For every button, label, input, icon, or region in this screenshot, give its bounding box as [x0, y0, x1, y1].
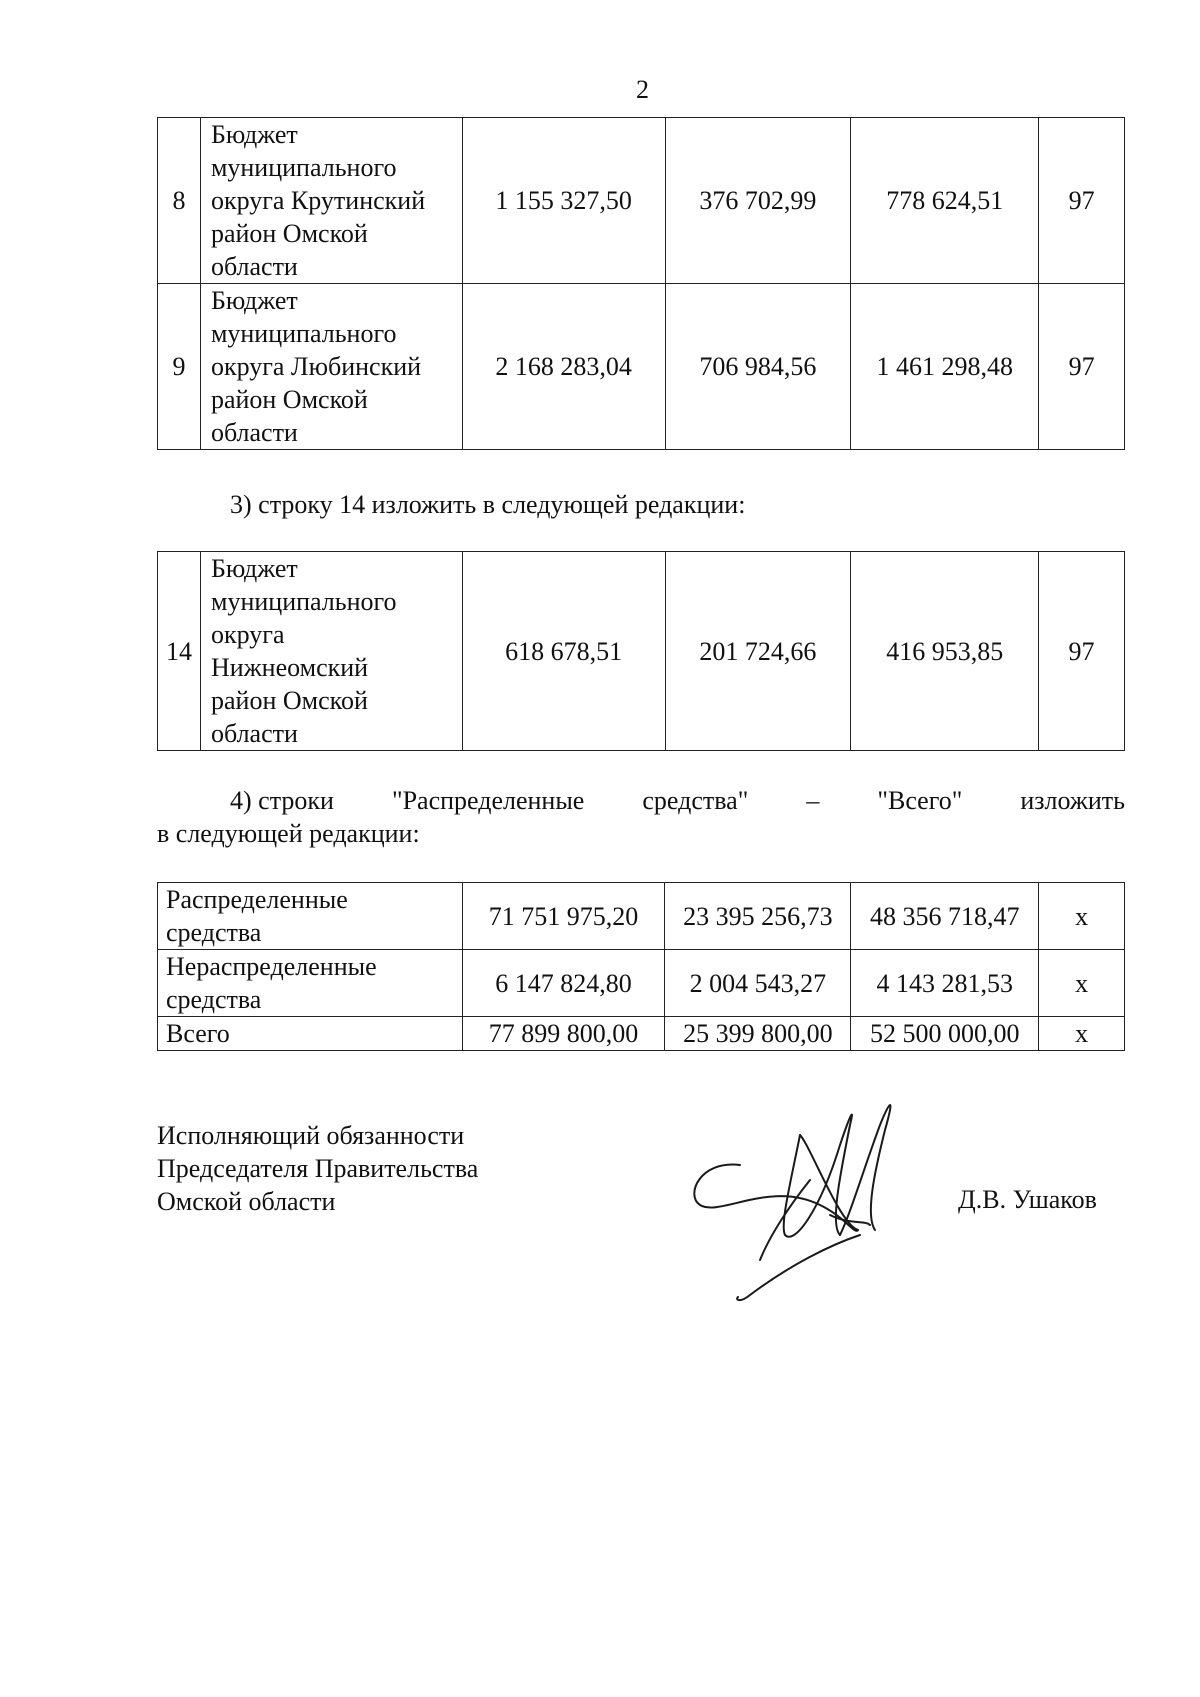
signer-title — [157, 1119, 478, 1218]
amount-col3: 416 953,85 — [851, 552, 1039, 751]
totals-label-line: средства — [166, 985, 262, 1014]
budget-name — [201, 552, 463, 751]
totals-table — [157, 882, 1125, 1051]
budget-name-line: район Омской — [211, 686, 368, 715]
handwritten-signature — [680, 1085, 960, 1315]
percent-col: х — [1039, 1017, 1125, 1051]
amount-col2: 23 395 256,73 — [665, 883, 851, 950]
budget-name-line: области — [211, 719, 298, 748]
amount-col2: 706 984,56 — [665, 284, 851, 450]
paragraph-word: "Распределенные — [391, 786, 585, 815]
amount-col2: 25 399 800,00 — [665, 1017, 851, 1051]
amount-col2: 376 702,99 — [665, 118, 851, 284]
budget-name-line: области — [210, 418, 298, 447]
total-amount: 71 751 975,20 — [462, 883, 665, 950]
budget-name — [200, 284, 462, 450]
total-amount: 6 147 824,80 — [462, 950, 665, 1017]
table-row — [158, 883, 1125, 950]
amount-col3: 1 461 298,48 — [851, 284, 1039, 450]
table-row — [158, 118, 1125, 284]
percent-col: 97 — [1039, 118, 1125, 284]
total-amount: 2 168 283,04 — [462, 284, 665, 450]
percent-col: х — [1039, 883, 1125, 950]
signer-title-line: Председателя Правительства — [157, 1154, 479, 1183]
amount-col3: 778 624,51 — [851, 118, 1039, 284]
signer-title-line: Омской области — [157, 1187, 336, 1216]
table-row — [158, 1017, 1125, 1051]
percent-col: 97 — [1039, 284, 1125, 450]
budget-table-rows-8-9 — [157, 117, 1125, 450]
amount-col3: 48 356 718,47 — [851, 883, 1039, 950]
row-number: 9 — [158, 284, 201, 450]
paragraph-word: изложить — [1020, 786, 1125, 815]
paragraph-word: 4) строки — [230, 786, 334, 815]
total-amount: 1 155 327,50 — [462, 118, 665, 284]
budget-name-line: Нижнеомский — [211, 653, 369, 682]
amount-col3: 52 500 000,00 — [851, 1017, 1039, 1051]
budget-name-line: Бюджет — [210, 120, 298, 149]
budget-name-line: округа Крутинский — [210, 186, 426, 215]
total-amount: 77 899 800,00 — [462, 1017, 665, 1051]
percent-col: х — [1039, 950, 1125, 1017]
budget-name-line: Бюджет — [210, 286, 298, 315]
totals-label-line: средства — [166, 918, 262, 947]
signer-title-line: Исполняющий обязанности — [157, 1121, 465, 1150]
total-amount: 618 678,51 — [462, 552, 665, 751]
budget-name-line: области — [210, 252, 298, 281]
totals-label-line: Распределенные — [166, 885, 348, 914]
paragraph-4-line-1 — [230, 784, 1125, 817]
budget-name-line: район Омской — [210, 385, 368, 414]
budget-name — [200, 118, 462, 284]
totals-label-line: Всего — [166, 1019, 230, 1048]
totals-label-line: Нераспределенные — [166, 952, 377, 981]
table-row — [158, 950, 1125, 1017]
page-number: 2 — [636, 75, 649, 104]
table-row — [158, 552, 1125, 751]
amount-col2: 201 724,66 — [665, 552, 851, 751]
row-number: 8 — [158, 118, 201, 284]
budget-name-line: район Омской — [210, 219, 368, 248]
budget-name-line: округа — [211, 620, 285, 649]
totals-label — [158, 1017, 463, 1051]
row-number: 14 — [158, 552, 201, 751]
budget-name-line: Бюджет — [211, 554, 298, 583]
budget-name-line: муниципального — [211, 587, 397, 616]
totals-label — [158, 950, 463, 1017]
table-row — [158, 284, 1125, 450]
paragraph-3: 3) строку 14 изложить в следующей редакции: — [230, 490, 746, 519]
budget-name-line: муниципального — [210, 153, 397, 182]
percent-col: 97 — [1039, 552, 1125, 751]
signer-name: Д.В. Ушаков — [958, 1185, 1097, 1214]
paragraph-word: средства" — [642, 786, 749, 815]
budget-table-row-14 — [157, 551, 1125, 751]
budget-name-line: муниципального — [210, 319, 397, 348]
paragraph-word: "Всего" — [877, 786, 963, 815]
budget-name-line: округа Любинский — [210, 352, 422, 381]
amount-col2: 2 004 543,27 — [665, 950, 851, 1017]
totals-label — [158, 883, 463, 950]
paragraph-4-line-2: в следующей редакции: — [157, 819, 420, 848]
amount-col3: 4 143 281,53 — [851, 950, 1039, 1017]
paragraph-word: – — [806, 786, 820, 815]
